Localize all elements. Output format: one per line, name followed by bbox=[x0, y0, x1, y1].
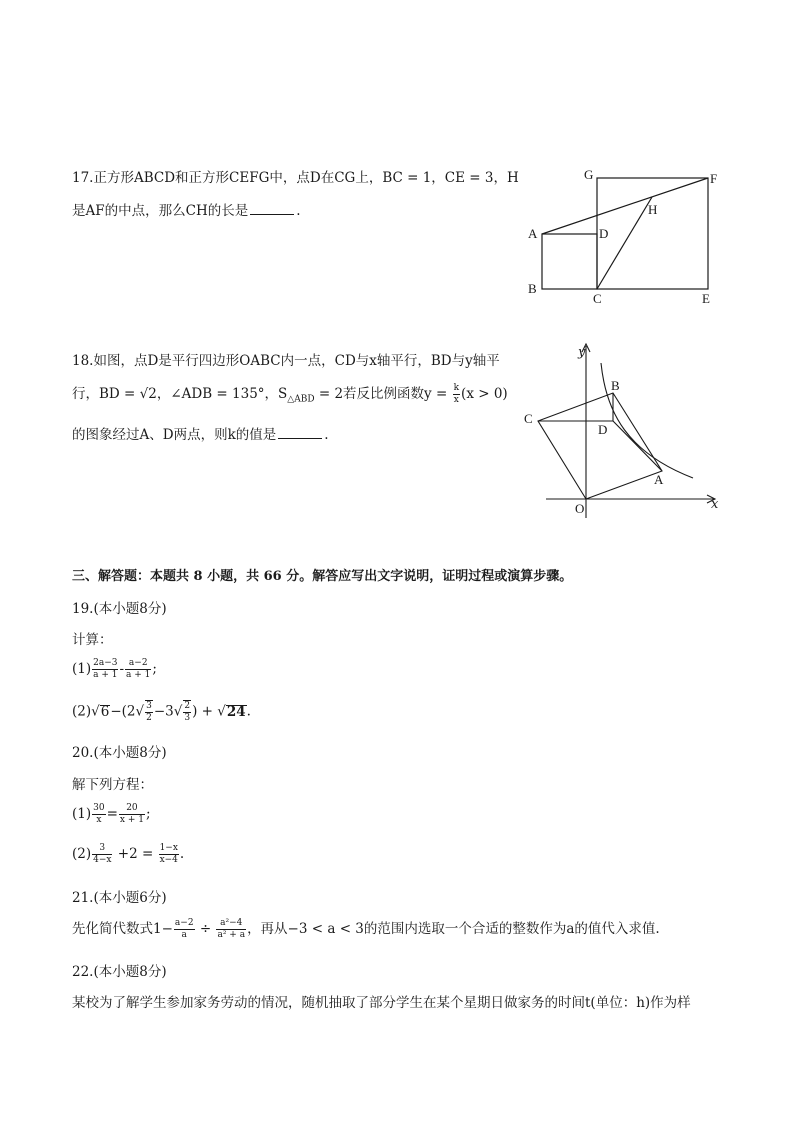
q18-area-subscript: △ABD bbox=[287, 394, 315, 405]
q19-part2-label: (2) bbox=[72, 703, 92, 720]
q17-label-a: A bbox=[528, 226, 538, 241]
q17-line2-pre: 是AF的中点，那么CH的长是 bbox=[72, 203, 249, 219]
q19-part1-frac1-den: a + 1 bbox=[93, 670, 118, 680]
q20-part1-eq: = bbox=[106, 806, 118, 822]
q17-label-d: D bbox=[599, 226, 609, 241]
q18-label-d: D bbox=[598, 422, 608, 437]
q19-prompt: 计算： bbox=[72, 632, 113, 648]
q18-label-c: C bbox=[524, 411, 533, 426]
q22-text: 某校为了解学生参加家务劳动的情况，随机抽取了部分学生在某个星期日做家务的时间t(单位：h)作为样 bbox=[72, 995, 691, 1011]
q21-pre: 先化简代数式1− bbox=[72, 921, 173, 937]
q19-part1-frac2-num: a−2 bbox=[125, 658, 151, 670]
q21-body bbox=[72, 917, 660, 941]
section-3-heading: 三、解答题：本题共 8 小题，共 66 分。解答应写出文字说明，证明过程或演算步骤。 bbox=[72, 569, 573, 584]
sqrt-icon: √ bbox=[91, 703, 100, 720]
q19-part1-label: (1) bbox=[72, 661, 92, 677]
q19-part1-frac1-num: 2a−3 bbox=[93, 658, 118, 668]
q17-label-h: H bbox=[648, 202, 658, 217]
sqrt-icon: √ bbox=[135, 703, 145, 720]
q21-frac1 bbox=[174, 918, 195, 941]
q20-part2-frac1-den: 4−x bbox=[93, 855, 112, 865]
q20-part1-frac2 bbox=[119, 803, 145, 826]
q17-line2 bbox=[72, 199, 301, 219]
q19-part2-rad-e: 24 bbox=[226, 703, 246, 720]
q17-label-c: C bbox=[593, 291, 602, 306]
q19-title: 19.(本小题8分) bbox=[72, 601, 167, 617]
q18-k-over-x bbox=[453, 383, 460, 406]
q19-part2-frac1-den: 2 bbox=[146, 713, 152, 723]
q19-part2-rad-a: 6 bbox=[100, 703, 110, 720]
q18-line2 bbox=[72, 382, 508, 406]
q20-part2-frac2 bbox=[159, 843, 179, 866]
q21-frac1-num: a−2 bbox=[174, 918, 194, 928]
q18-line2-mid: = 2若反比例函数y = bbox=[314, 386, 452, 402]
q18-line2-post: (x > 0) bbox=[461, 386, 508, 402]
q20-part1-frac1-num: 30 bbox=[93, 803, 105, 813]
sqrt-icon: √ bbox=[217, 703, 226, 720]
q20-part2-frac1-num: 3 bbox=[92, 843, 112, 855]
q17-label-f: F bbox=[710, 171, 718, 186]
q21-frac2-num: a²−4 bbox=[216, 918, 246, 930]
q19-part1-frac2 bbox=[125, 658, 151, 681]
q20-part2-mid: +2 = bbox=[113, 846, 158, 862]
q19-part2-frac2 bbox=[183, 700, 191, 724]
q18-figure bbox=[518, 338, 728, 523]
q19-part2-c: −3 bbox=[153, 703, 174, 720]
q21-op: ÷ bbox=[195, 921, 216, 937]
q18-label-x: x bbox=[711, 497, 719, 512]
q17-label-e: E bbox=[702, 291, 710, 306]
q17-label-g: G bbox=[584, 167, 594, 182]
q21-title: 21.(本小题6分) bbox=[72, 890, 167, 906]
q20-title: 20.(本小题8分) bbox=[72, 745, 167, 761]
q17-line1: 17.正方形ABCD和正方形CEFG中，点D在CG上，BC = 1，CE = 3，H bbox=[72, 170, 519, 186]
q19-part2-frac1 bbox=[145, 700, 153, 724]
q18-label-y: y bbox=[578, 345, 586, 360]
q19-part2-frac2-den: 3 bbox=[184, 713, 191, 723]
q19-part1-end: ; bbox=[152, 661, 157, 677]
q17-label-b: B bbox=[528, 281, 537, 296]
q19-part2-frac2-num: 2 bbox=[184, 701, 191, 711]
q21-frac1-den: a bbox=[181, 930, 187, 940]
q20-part1-frac1 bbox=[92, 803, 105, 826]
q20-part1 bbox=[72, 803, 151, 826]
q17-figure bbox=[520, 160, 730, 310]
q18-answer-blank[interactable] bbox=[278, 428, 322, 439]
q22-title: 22.(本小题8分) bbox=[72, 964, 167, 980]
q20-part1-label: (1) bbox=[72, 806, 92, 822]
q19-part1-op: - bbox=[119, 661, 125, 677]
q18-label-o: O bbox=[575, 501, 585, 516]
q21-post: ，再从−3 < a < 3的范围内选取一个合适的整数作为a的值代入求值. bbox=[247, 921, 660, 937]
sqrt-icon: √ bbox=[173, 703, 183, 720]
q20-part2-end: . bbox=[179, 846, 185, 862]
q18-frac-num: k bbox=[453, 383, 460, 393]
q19-part2-end: . bbox=[246, 703, 251, 720]
q18-line2-pre: 行，BD = √2，∠ADB = 135°，S bbox=[72, 386, 288, 402]
q20-part2-frac2-den: x−4 bbox=[159, 855, 178, 865]
q19-part2-b: −(2 bbox=[110, 703, 136, 720]
q20-part1-end: ; bbox=[145, 806, 151, 822]
q17-line2-post: . bbox=[296, 203, 301, 219]
q19-part1-frac2-den: a + 1 bbox=[126, 670, 151, 680]
q20-part1-frac2-num: 20 bbox=[119, 803, 145, 815]
q20-part2-frac1 bbox=[92, 843, 112, 866]
q19-part1 bbox=[72, 658, 157, 681]
q19-part2-frac1-num: 3 bbox=[146, 701, 152, 711]
q18-line3 bbox=[72, 423, 329, 443]
q18-frac-den: x bbox=[453, 395, 459, 405]
q19-part2-d: ) + bbox=[192, 703, 218, 720]
q18-label-a: A bbox=[654, 472, 664, 487]
q20-part1-frac2-den: x + 1 bbox=[119, 815, 144, 825]
q20-part1-frac1-den: x bbox=[96, 815, 102, 825]
q19-part1-frac1 bbox=[92, 658, 118, 681]
q18-line3-post: . bbox=[324, 427, 329, 443]
q18-line3-pre: 的图象经过A、D两点，则k的值是 bbox=[72, 427, 277, 443]
q20-part2-frac2-num: 1−x bbox=[159, 843, 178, 853]
q18-label-b: B bbox=[611, 378, 620, 393]
q18-line1: 18.如图，点D是平行四边形OABC内一点，CD与x轴平行，BD与y轴平 bbox=[72, 353, 500, 369]
q19-part2 bbox=[72, 700, 251, 724]
q21-frac2 bbox=[216, 918, 246, 941]
q21-frac2-den: a² + a bbox=[217, 930, 246, 940]
q20-part2 bbox=[72, 843, 184, 866]
q17-answer-blank[interactable] bbox=[250, 204, 294, 215]
q20-prompt: 解下列方程： bbox=[72, 777, 153, 793]
q20-part2-label: (2) bbox=[72, 846, 92, 862]
